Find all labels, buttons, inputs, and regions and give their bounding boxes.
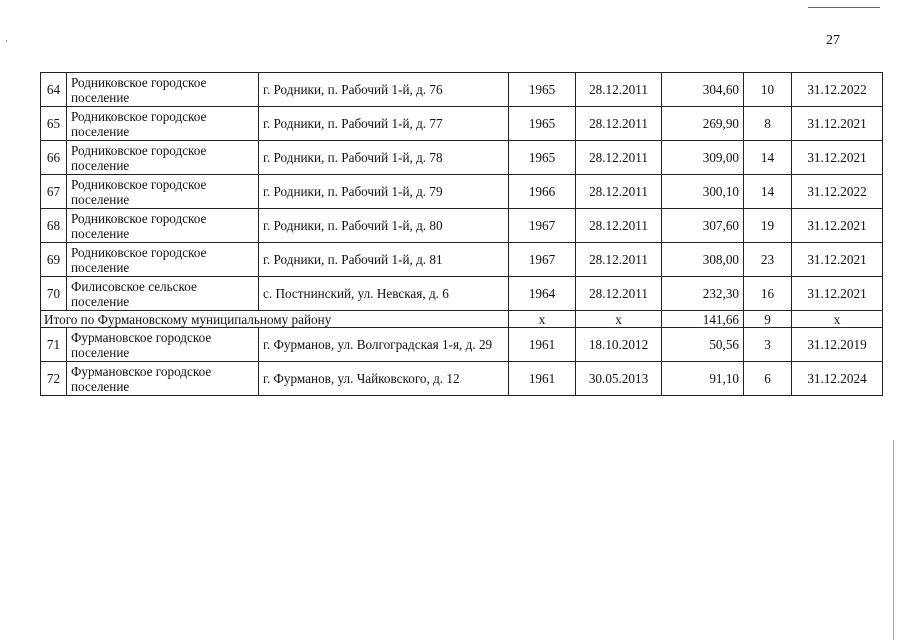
table-row <box>41 243 883 277</box>
table-row <box>41 175 883 209</box>
municipality-cell: Фурмановское городское поселение <box>67 328 259 362</box>
subtotal-year: x <box>509 311 576 328</box>
residents-cell: 14 <box>744 175 792 209</box>
deadline-cell: 31.12.2022 <box>792 175 883 209</box>
area-cell: 91,10 <box>662 362 744 396</box>
year-cell: 1967 <box>509 243 576 277</box>
date-cell: 28.12.2011 <box>576 209 662 243</box>
residents-cell: 6 <box>744 362 792 396</box>
rows-before-subtotal <box>41 73 883 311</box>
residents-cell: 10 <box>744 73 792 107</box>
table-row <box>41 107 883 141</box>
municipality-cell: Родниковское городское поселение <box>67 73 259 107</box>
area-cell: 309,00 <box>662 141 744 175</box>
area-cell: 50,56 <box>662 328 744 362</box>
table-row <box>41 277 883 311</box>
address-cell: г. Родники, п. Рабочий 1-й, д. 77 <box>259 107 509 141</box>
date-cell: 28.12.2011 <box>576 175 662 209</box>
area-cell: 304,60 <box>662 73 744 107</box>
page-number: 27 <box>826 33 840 48</box>
table-row <box>41 209 883 243</box>
address-cell: г. Фурманов, ул. Чайковского, д. 12 <box>259 362 509 396</box>
municipality-cell: Родниковское городское поселение <box>67 209 259 243</box>
row-number: 72 <box>41 362 67 396</box>
residents-cell: 14 <box>744 141 792 175</box>
municipality-cell: Родниковское городское поселение <box>67 243 259 277</box>
deadline-cell: 31.12.2021 <box>792 141 883 175</box>
scan-edge <box>893 440 894 640</box>
row-number: 71 <box>41 328 67 362</box>
address-cell: с. Постнинский, ул. Невская, д. 6 <box>259 277 509 311</box>
year-cell: 1964 <box>509 277 576 311</box>
scan-artifact <box>6 40 7 42</box>
municipality-cell: Родниковское городское поселение <box>67 141 259 175</box>
year-cell: 1961 <box>509 362 576 396</box>
table-row <box>41 362 883 396</box>
area-cell: 269,90 <box>662 107 744 141</box>
address-cell: г. Фурманов, ул. Волгоградская 1-я, д. 29 <box>259 328 509 362</box>
date-cell: 28.12.2011 <box>576 107 662 141</box>
year-cell: 1967 <box>509 209 576 243</box>
row-number: 64 <box>41 73 67 107</box>
area-cell: 307,60 <box>662 209 744 243</box>
municipality-cell: Родниковское городское поселение <box>67 175 259 209</box>
address-cell: г. Родники, п. Рабочий 1-й, д. 81 <box>259 243 509 277</box>
deadline-cell: 31.12.2019 <box>792 328 883 362</box>
subtotal-date: x <box>576 311 662 328</box>
date-cell: 28.12.2011 <box>576 277 662 311</box>
municipality-cell: Фурмановское городское поселение <box>67 362 259 396</box>
rows-after-subtotal <box>41 328 883 396</box>
address-cell: г. Родники, п. Рабочий 1-й, д. 80 <box>259 209 509 243</box>
address-cell: г. Родники, п. Рабочий 1-й, д. 79 <box>259 175 509 209</box>
deadline-cell: 31.12.2021 <box>792 243 883 277</box>
year-cell: 1966 <box>509 175 576 209</box>
table-row <box>41 328 883 362</box>
area-cell: 300,10 <box>662 175 744 209</box>
municipality-cell: Родниковское городское поселение <box>67 107 259 141</box>
subtotal-residents: 9 <box>744 311 792 328</box>
residents-cell: 23 <box>744 243 792 277</box>
deadline-cell: 31.12.2021 <box>792 277 883 311</box>
date-cell: 28.12.2011 <box>576 141 662 175</box>
residents-cell: 19 <box>744 209 792 243</box>
table-row <box>41 141 883 175</box>
row-number: 66 <box>41 141 67 175</box>
area-cell: 232,30 <box>662 277 744 311</box>
address-cell: г. Родники, п. Рабочий 1-й, д. 78 <box>259 141 509 175</box>
housing-registry-table <box>40 72 883 396</box>
deadline-cell: 31.12.2024 <box>792 362 883 396</box>
date-cell: 30.05.2013 <box>576 362 662 396</box>
row-number: 70 <box>41 277 67 311</box>
year-cell: 1961 <box>509 328 576 362</box>
deadline-cell: 31.12.2021 <box>792 107 883 141</box>
residents-cell: 8 <box>744 107 792 141</box>
subtotal-row <box>41 311 883 328</box>
address-cell: г. Родники, п. Рабочий 1-й, д. 76 <box>259 73 509 107</box>
date-cell: 18.10.2012 <box>576 328 662 362</box>
row-number: 65 <box>41 107 67 141</box>
table-row <box>41 73 883 107</box>
deadline-cell: 31.12.2022 <box>792 73 883 107</box>
subtotal-section <box>41 311 883 328</box>
municipality-cell: Филисовское сельское поселение <box>67 277 259 311</box>
row-number: 67 <box>41 175 67 209</box>
year-cell: 1965 <box>509 73 576 107</box>
row-number: 68 <box>41 209 67 243</box>
area-cell: 308,00 <box>662 243 744 277</box>
date-cell: 28.12.2011 <box>576 243 662 277</box>
residents-cell: 3 <box>744 328 792 362</box>
row-number: 69 <box>41 243 67 277</box>
subtotal-area: 141,66 <box>662 311 744 328</box>
subtotal-deadline: x <box>792 311 883 328</box>
deadline-cell: 31.12.2021 <box>792 209 883 243</box>
year-cell: 1965 <box>509 141 576 175</box>
subtotal-label: Итого по Фурмановскому муниципальному району <box>41 311 509 328</box>
date-cell: 28.12.2011 <box>576 73 662 107</box>
residents-cell: 16 <box>744 277 792 311</box>
top-rule <box>808 7 880 8</box>
year-cell: 1965 <box>509 107 576 141</box>
